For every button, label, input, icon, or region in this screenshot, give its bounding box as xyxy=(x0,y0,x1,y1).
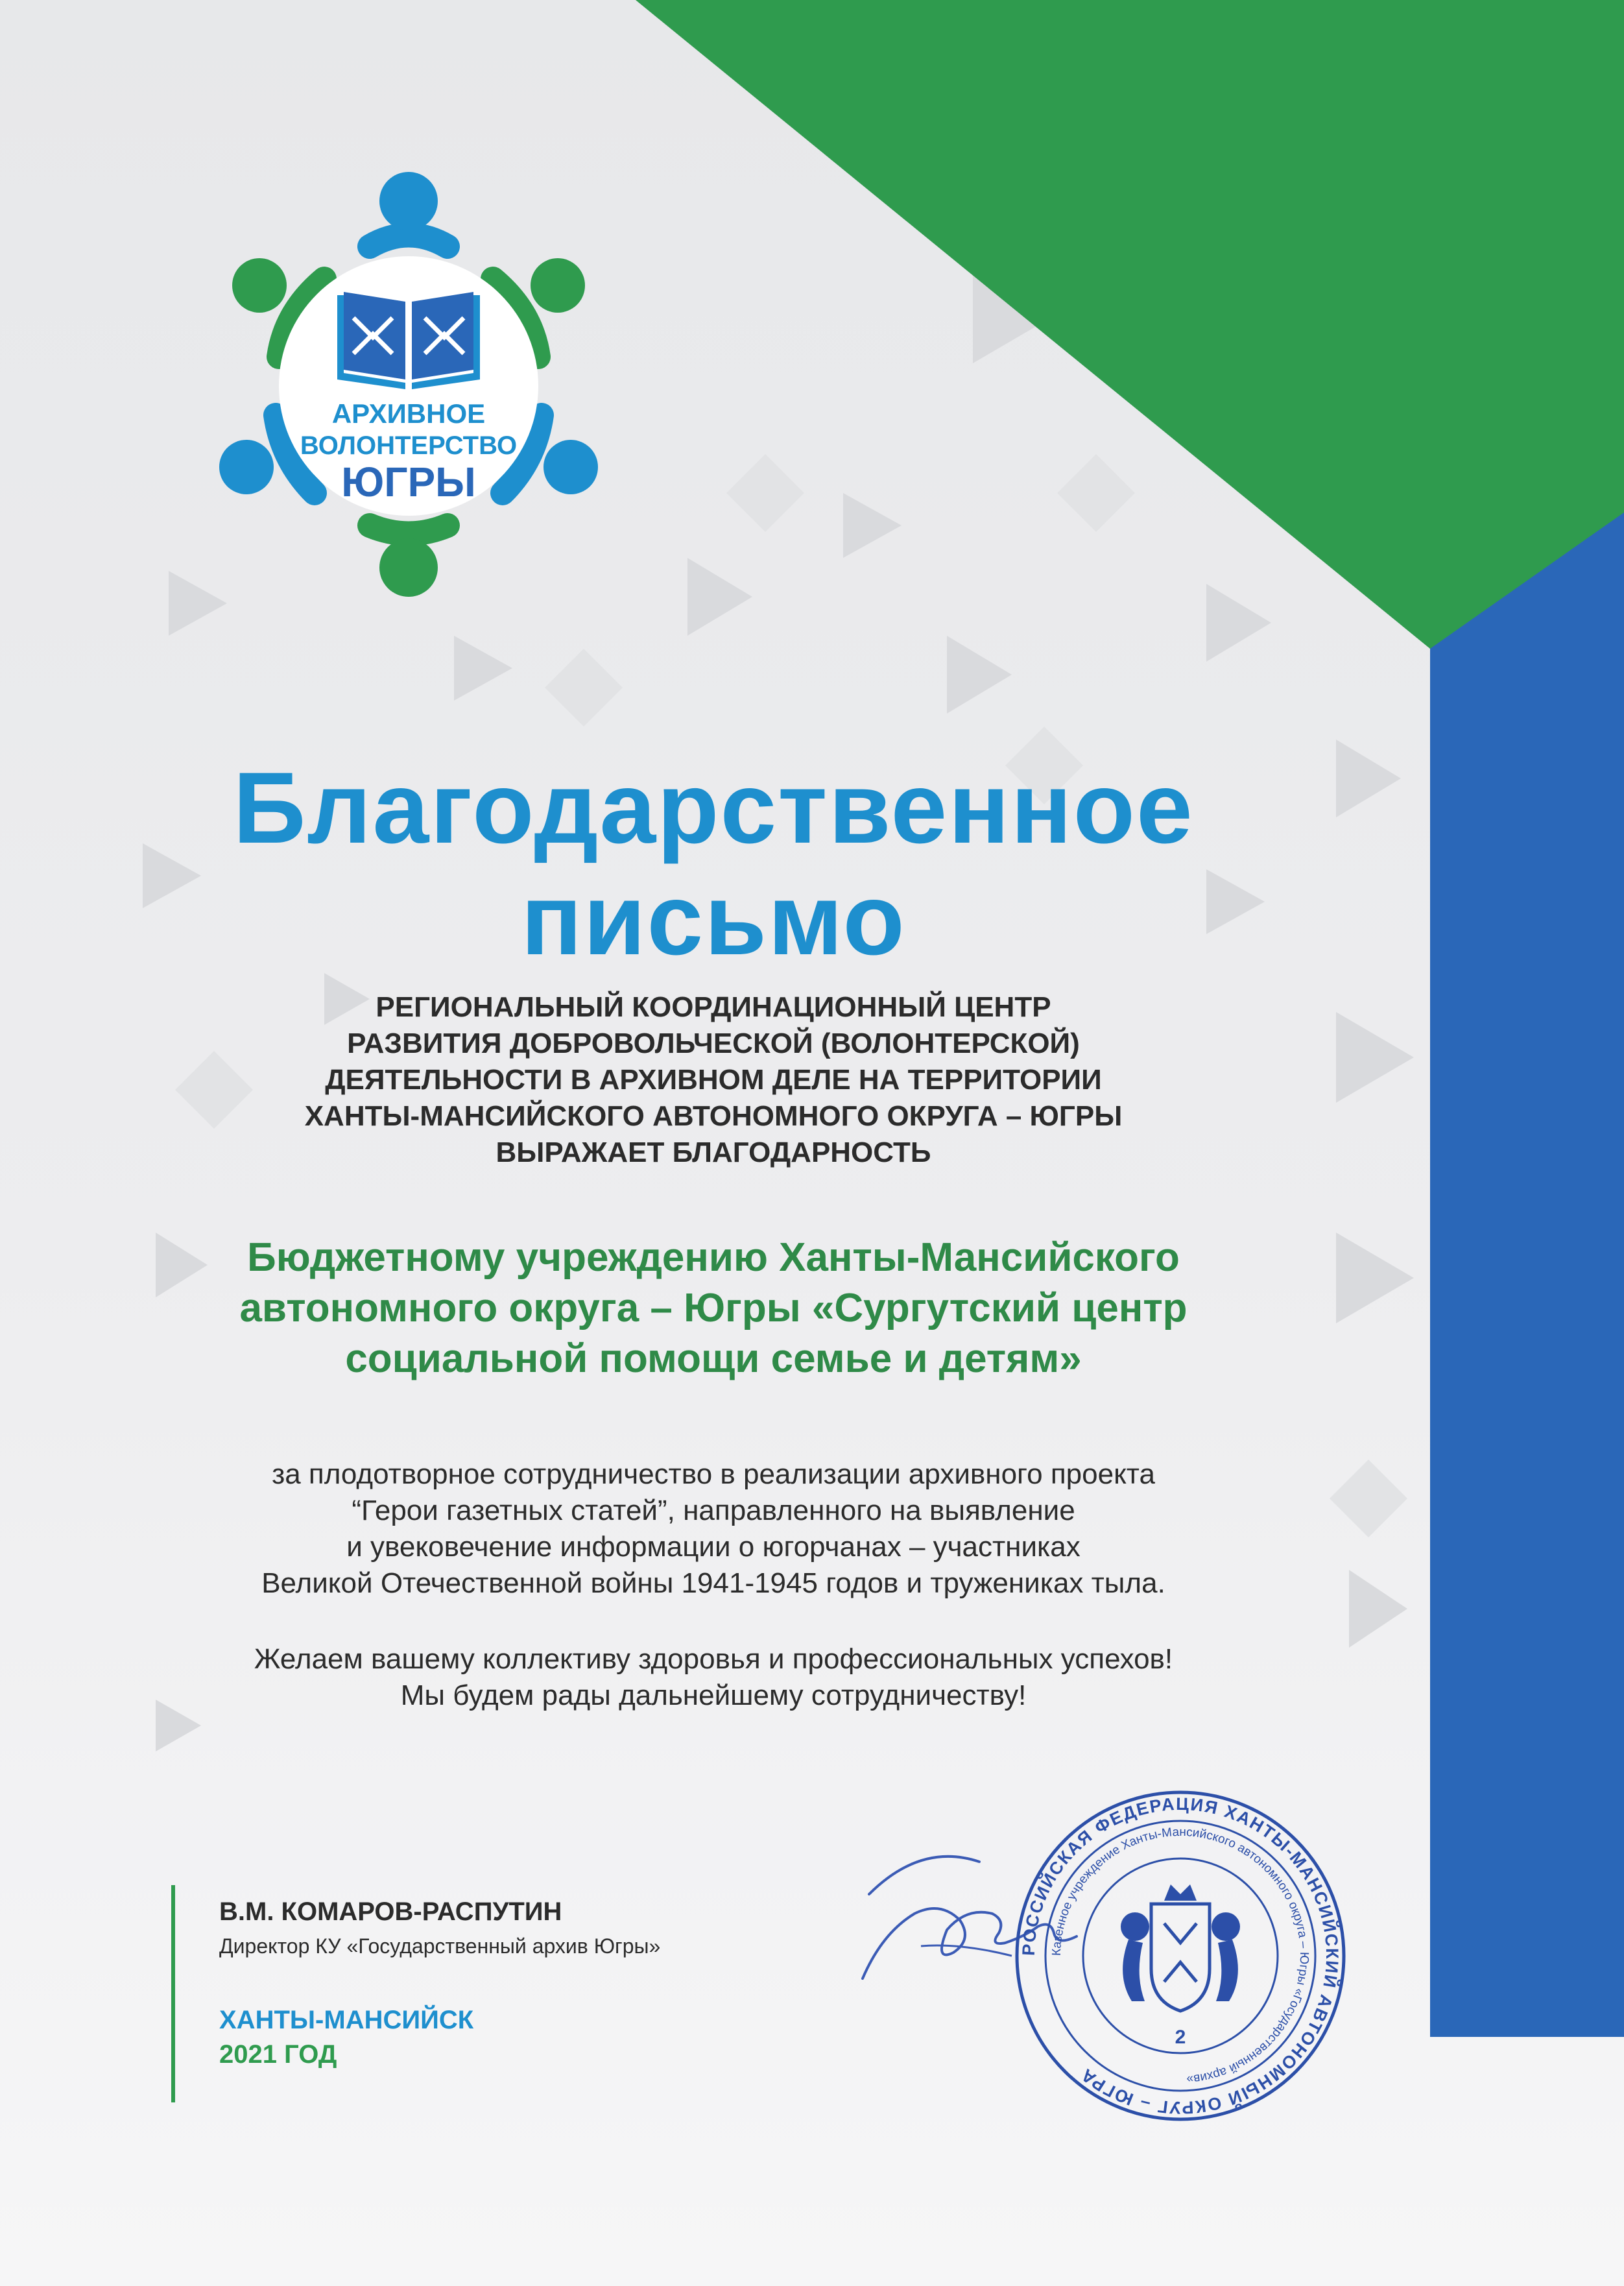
organization-line: ХАНТЫ-МАНСИЙСКОГО АВТОНОМНОГО ОКРУГА – ЮГРЫ xyxy=(304,1100,1123,1132)
document-title xyxy=(0,752,1427,976)
organization-line: ДЕЯТЕЛЬНОСТИ В АРХИВНОМ ДЕЛЕ НА ТЕРРИТОРИИ xyxy=(325,1064,1102,1096)
place-city: ХАНТЫ-МАНСИЙСК xyxy=(219,2006,474,2034)
svg-text:РОССИЙСКАЯ ФЕДЕРАЦИЯ ХАНТЫ-МАН xyxy=(1019,1794,1342,2117)
organization-line: ВЫРАЖАЕТ БЛАГОДАРНОСТЬ xyxy=(496,1137,931,1168)
organization-line: РЕГИОНАЛЬНЫЙ КООРДИНАЦИОННЫЙ ЦЕНТР xyxy=(376,991,1051,1023)
recipient-line: Бюджетному учреждению Ханты-Мансийского xyxy=(247,1235,1180,1280)
logo-line-1: АРХИВНОЕ xyxy=(331,398,486,429)
body-line: и увековечение информации о югорчанах – участниках xyxy=(346,1531,1081,1563)
volunteer-logo xyxy=(208,162,610,603)
official-seal xyxy=(1005,1787,1355,2124)
seal-number: 2 xyxy=(1175,2027,1186,2048)
recipient-line: социальной помощи семье и детям» xyxy=(345,1336,1082,1381)
seal-inner-text: Казенное учреждение Ханты-Мансийского автономного округа – Югры «Государственный архив» xyxy=(1049,1825,1311,2086)
recipient-block xyxy=(0,1233,1427,1384)
logo-line-3: ЮГРЫ xyxy=(341,459,476,505)
signatory-position: Директор КУ «Государственный архив Югры» xyxy=(219,1934,661,1958)
body-line: Великой Отечественной войны 1941-1945 годов и тружениках тыла. xyxy=(261,1567,1165,1599)
signature-accent-bar xyxy=(171,1885,175,2102)
wish-text xyxy=(0,1641,1427,1714)
body-line: “Герои газетных статей”, направленного на выявление xyxy=(352,1495,1075,1526)
signatory-name: В.М. КОМАРОВ-РАСПУТИН xyxy=(219,1897,562,1926)
organization-block xyxy=(0,989,1427,1171)
seal-outer-text: РОССИЙСКАЯ ФЕДЕРАЦИЯ ХАНТЫ-МАНСИЙСКИЙ АВТОНОМНЫЙ ОКРУГ – ЮГРА xyxy=(1018,1794,1343,2118)
place-year: 2021 ГОД xyxy=(219,2040,337,2069)
organization-line: РАЗВИТИЯ ДОБРОВОЛЬЧЕСКОЙ (ВОЛОНТЕРСКОЙ) xyxy=(347,1028,1080,1059)
title-line: письмо xyxy=(521,863,906,976)
title-line: Благодарственное xyxy=(233,752,1194,865)
body-text xyxy=(0,1456,1427,1602)
blue-side-band xyxy=(1430,512,1624,2037)
recipient-line: автономного округа – Югры «Сургутский центр xyxy=(239,1286,1188,1330)
wish-line: Желаем вашему коллективу здоровья и профессиональных успехов! xyxy=(254,1643,1173,1675)
green-corner-band xyxy=(636,0,1624,649)
wish-line: Мы будем рады дальнейшему сотрудничеству! xyxy=(400,1679,1027,1711)
coat-of-arms-icon xyxy=(1121,1884,1240,2011)
body-line: за плодотворное сотрудничество в реализации архивного проекта xyxy=(272,1458,1155,1490)
logo-line-2: ВОЛОНТЕРСТВО xyxy=(300,431,518,460)
